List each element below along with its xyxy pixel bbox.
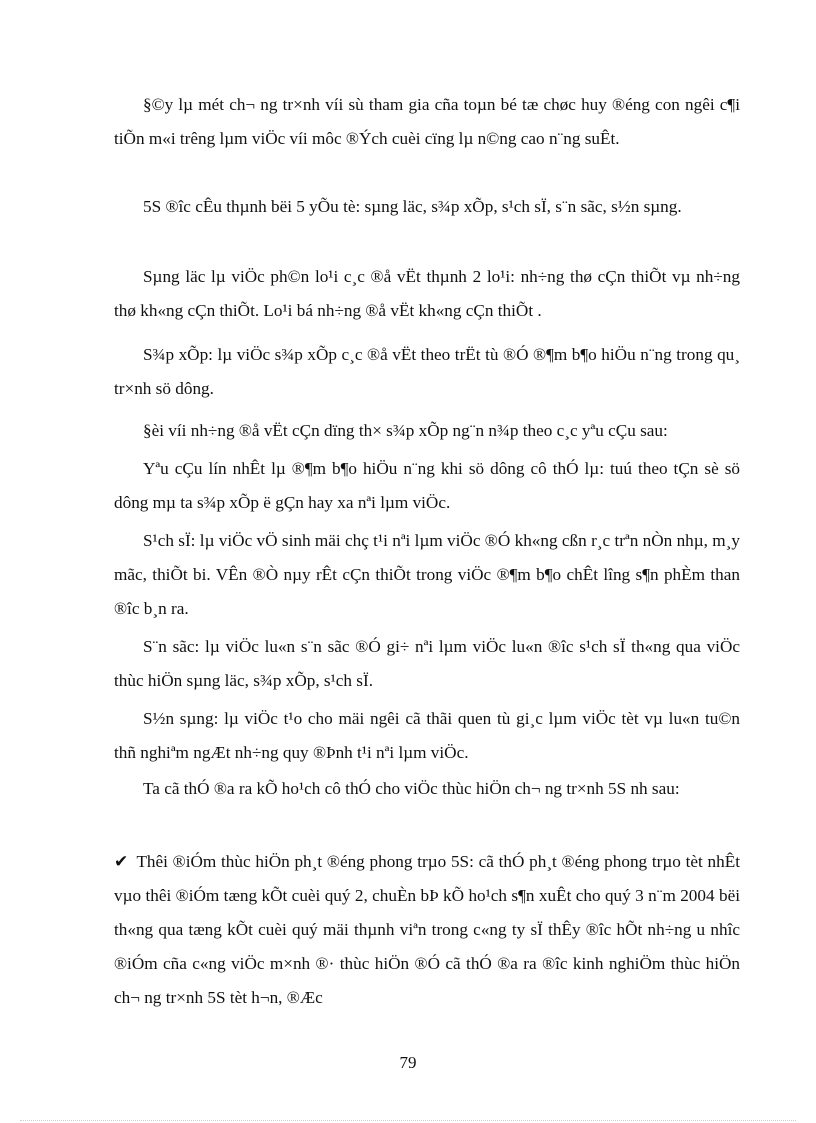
paragraph-1: §©y lµ mét ch¬ ng tr×nh víi sù tham gia cña toµn bé tæ chøc huy ®éng con ngêi c¶i tiÕn m«i trêng lµm viÖc víi môc ®Ých cuèi cïng lµ n©ng cao n¨ng suÊt. xyxy=(114,95,740,148)
bullet-paragraph xyxy=(114,845,740,1015)
paragraph-10: Ta cã thÓ ®a ra kÕ ho¹ch cô thÓ cho viÖc thùc hiÖn ch¬ ng tr×nh 5S nh sau: xyxy=(143,779,680,798)
paragraph-5: §èi víi nh÷ng ®å vËt cÇn dïng th× s¾p xÕp ng¨n n¾p theo c¸c yªu cÇu sau: xyxy=(143,421,668,440)
paragraph-7: S¹ch sÏ: lµ viÖc vÖ sinh mäi chç t¹i nªi lµm viÖc ®Ó kh«ng cßn r¸c trªn nÒn nhµ, m¸y mãc, thiÕt bi. VÊn ®Ò nµy rÊt cÇn thiÕt trong viÖc ®¶m b¶o chÊt lîng s¶n phÈm than ®îc b¸n ra. xyxy=(114,531,740,618)
check-mark-icon: ✔ xyxy=(114,852,129,872)
paragraph-8: S¨n sãc: lµ viÖc lu«n s¨n sãc ®Ó gi÷ nªi lµm viÖc lu«n ®îc s¹ch sÏ th«ng qua viÖc thùc hiÖn sµng läc, s¾p xÕp, s¹ch sÏ. xyxy=(114,637,740,690)
paragraph-9: S½n sµng: lµ viÖc t¹o cho mäi ngêi cã thãi quen tù gi¸c lµm viÖc tèt vµ lu«n tu©n thñ nghiªm ngÆt nh÷ng quy ®Þnh t¹i nªi lµm viÖc. xyxy=(114,709,740,762)
paragraph-4: S¾p xÕp: lµ viÖc s¾p xÕp c¸c ®å vËt theo trËt tù ®Ó ®¶m b¶o hiÖu n¨ng trong qu¸ tr×nh sö dông. xyxy=(114,345,740,398)
bullet-text: Thêi ®iÓm thùc hiÖn ph¸t ®éng phong trµo 5S: cã thÓ ph¸t ®éng phong trµo tèt nhÊt vµo thêi ®iÓm tæng kÕt cuèi quý 2, chuÈn bÞ kÕ ho¹ch s¶n xuÊt cho quý 3 n¨m 2004 bëi th«ng qua tæng kÕt cuèi quý mäi thµnh viªn trong c«ng ty sÏ thÊy ®îc hÕt nh÷ng u nhîc ®iÓm cña c«ng viÖc m×nh ®· thùc hiÖn ®Ó cã thÓ ®a ra ®îc kinh nghiÖm thùc hiÖn ch¬ ng tr×nh 5S tèt h¬n, ®Æc xyxy=(114,852,740,1007)
paragraph-2: 5S ®îc cÊu thµnh bëi 5 yÕu tè: sµng läc, s¾p xÕp, s¹ch sÏ, s¨n sãc, s½n sµng. xyxy=(143,197,682,216)
page-bottom-divider xyxy=(20,1120,796,1121)
paragraph-3: Sµng läc lµ viÖc ph©n lo¹i c¸c ®å vËt thµnh 2 lo¹i: nh÷ng thø cÇn thiÕt vµ nh÷ng thø kh«ng cÇn thiÕt. Lo¹i bá nh÷ng ®å vËt kh«ng cÇn thiÕt . xyxy=(114,267,740,320)
page-number: 79 xyxy=(399,1053,417,1072)
paragraph-6: Yªu cÇu lín nhÊt lµ ®¶m b¶o hiÖu n¨ng khi sö dông cô thÓ lµ: tuú theo tÇn sè sö dông mµ ta s¾p xÕp ë gÇn hay xa nªi lµm viÖc. xyxy=(114,459,740,512)
